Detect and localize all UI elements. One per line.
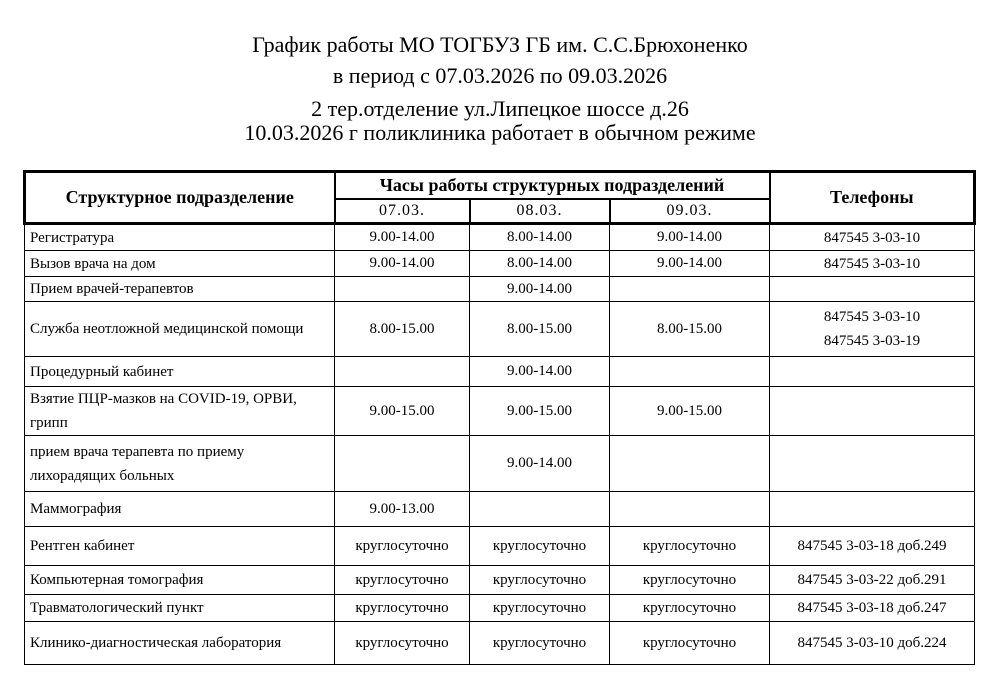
phone-cell — [770, 492, 975, 527]
hours-date-2: 9.00-14.00 — [470, 436, 610, 492]
department-name: Регистратура — [25, 224, 335, 251]
phone-cell — [770, 622, 975, 665]
department-name: Компьютерная томография — [25, 566, 335, 595]
department-name: Вызов врача на дом — [25, 251, 335, 277]
department-name: Взятие ПЦР-мазков на COVID-19, ОРВИ, грипп — [25, 387, 335, 436]
department-name: Процедурный кабинет — [25, 357, 335, 387]
header-department: Структурное подразделение — [25, 172, 335, 224]
table-row — [25, 357, 975, 387]
hours-date-1: 9.00-13.00 — [335, 492, 470, 527]
hours-date-3: круглосуточно — [610, 566, 770, 595]
hours-date-3: 9.00-14.00 — [610, 224, 770, 251]
hours-date-1: круглосуточно — [335, 566, 470, 595]
phone-number: 847545 3-03-22 доб.291 — [797, 572, 947, 588]
hours-date-1: 9.00-15.00 — [335, 387, 470, 436]
table-row — [25, 492, 975, 527]
table-row — [25, 251, 975, 277]
table-row — [25, 566, 975, 595]
hours-date-3: круглосуточно — [610, 527, 770, 566]
hours-date-3 — [610, 492, 770, 527]
phone-cell — [770, 566, 975, 595]
hours-date-3 — [610, 357, 770, 387]
header-hours: Часы работы структурных подразделений — [335, 172, 770, 199]
hours-date-1: 9.00-14.00 — [335, 251, 470, 277]
table-row — [25, 302, 975, 357]
hours-date-1: 8.00-15.00 — [335, 302, 470, 357]
department-name: Маммография — [25, 492, 335, 527]
department-name: Рентген кабинет — [25, 527, 335, 566]
title-line-3: 2 тер.отделение ул.Липецкое шоссе д.26 — [311, 96, 689, 121]
hours-date-2 — [470, 492, 610, 527]
header-phones: Телефоны — [770, 172, 975, 224]
hours-date-1 — [335, 277, 470, 302]
phone-cell — [770, 251, 975, 277]
phone-cell — [770, 277, 975, 302]
phone-cell — [770, 302, 975, 357]
hours-date-3: 9.00-15.00 — [610, 387, 770, 436]
hours-date-2: 9.00-14.00 — [470, 357, 610, 387]
hours-date-2: круглосуточно — [470, 527, 610, 566]
header-date-1: 07.03. — [335, 199, 470, 224]
phone-number: 847545 3-03-10 доб.224 — [797, 635, 947, 651]
title-line-1: График работы МО ТОГБУЗ ГБ им. С.С.Брюхоненко — [252, 32, 748, 57]
hours-date-1: круглосуточно — [335, 595, 470, 622]
department-name: Клинико-диагностическая лаборатория — [25, 622, 335, 665]
title-line-2: в период с 07.03.2026 по 09.03.2026 — [332, 63, 668, 88]
department-name: Прием врачей-терапевтов — [25, 277, 335, 302]
hours-date-1 — [335, 436, 470, 492]
phone-number: 847545 3-03-10 — [823, 255, 921, 272]
phone-cell — [770, 595, 975, 622]
department-name: Служба неотложной медицинской помощи — [25, 302, 335, 357]
phone-number: 847545 3-03-18 доб.249 — [797, 538, 947, 554]
phone-cell — [770, 436, 975, 492]
phone-cell — [770, 387, 975, 436]
schedule-table-body — [25, 224, 975, 665]
schedule-table-head — [25, 172, 975, 224]
table-row — [25, 224, 975, 251]
phone-number: 847545 3-03-10 — [823, 309, 921, 325]
department-name: прием врача терапевта по приему лихорадящих больных — [25, 436, 335, 492]
hours-date-2: 9.00-14.00 — [470, 277, 610, 302]
hours-date-3: 8.00-15.00 — [610, 302, 770, 357]
hours-date-1: круглосуточно — [335, 622, 470, 665]
phone-cell — [770, 224, 975, 251]
hours-date-1 — [335, 357, 470, 387]
table-row — [25, 622, 975, 665]
phone-number-2: 847545 3-03-19 — [823, 333, 921, 349]
hours-date-3: круглосуточно — [610, 622, 770, 665]
table-row — [25, 527, 975, 566]
hours-date-3 — [610, 277, 770, 302]
hours-date-2: 8.00-14.00 — [470, 251, 610, 277]
phone-cell — [770, 357, 975, 387]
hours-date-3 — [610, 436, 770, 492]
table-row — [25, 277, 975, 302]
hours-date-2: круглосуточно — [470, 566, 610, 595]
header-date-3: 09.03. — [610, 199, 770, 224]
table-row — [25, 436, 975, 492]
header-date-2: 08.03. — [470, 199, 610, 224]
hours-date-2: 8.00-15.00 — [470, 302, 610, 357]
table-row — [25, 387, 975, 436]
hours-date-2: круглосуточно — [470, 595, 610, 622]
hours-date-3: 9.00-14.00 — [610, 251, 770, 277]
hours-date-2: круглосуточно — [470, 622, 610, 665]
hours-date-1: 9.00-14.00 — [335, 224, 470, 251]
hours-date-3: круглосуточно — [610, 595, 770, 622]
department-name: Травматологический пункт — [25, 595, 335, 622]
title-line-4: 10.03.2026 г поликлиника работает в обычном режиме — [244, 120, 756, 145]
hours-date-2: 9.00-15.00 — [470, 387, 610, 436]
phone-number: 847545 3-03-10 — [823, 229, 921, 246]
hours-date-2: 8.00-14.00 — [470, 224, 610, 251]
table-row — [25, 595, 975, 622]
hours-date-1: круглосуточно — [335, 527, 470, 566]
phone-cell — [770, 527, 975, 566]
phone-number: 847545 3-03-18 доб.247 — [797, 600, 947, 616]
schedule-table — [23, 170, 976, 665]
